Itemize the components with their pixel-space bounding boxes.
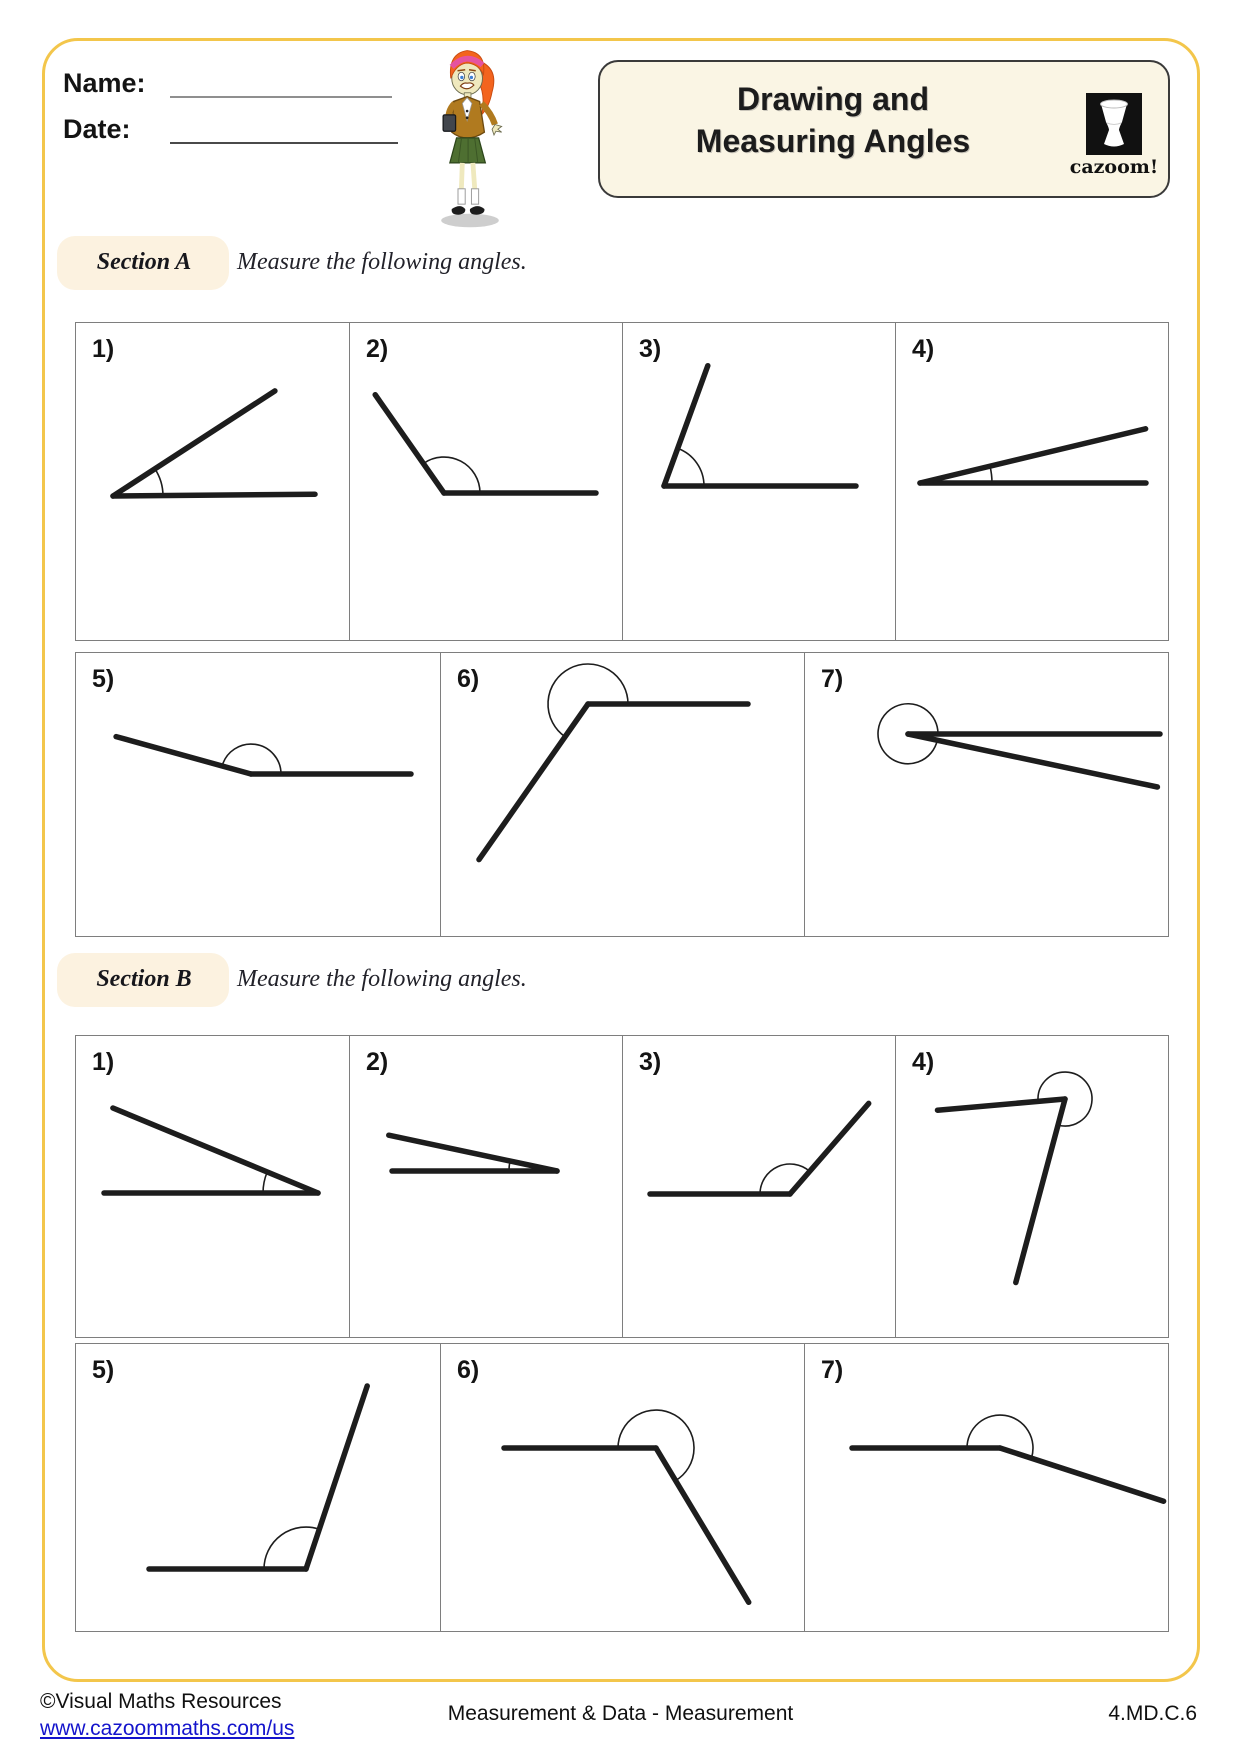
angle-ray xyxy=(1000,1448,1164,1501)
angle-diagram xyxy=(805,1344,1169,1631)
name-label: Name: xyxy=(63,68,146,98)
angle-problem-cell xyxy=(76,1036,349,1337)
angle-diagram xyxy=(896,1036,1169,1337)
angle-diagram xyxy=(623,1036,896,1337)
problem-number-label: 6) xyxy=(457,1356,480,1384)
girl-pupil xyxy=(470,76,473,79)
girl-pupil xyxy=(460,76,463,79)
problem-number-label: 7) xyxy=(821,665,844,693)
girl-sock xyxy=(458,189,465,204)
angle-arc xyxy=(155,469,163,496)
problem-number-label: 5) xyxy=(92,1356,115,1384)
angle-ray xyxy=(1016,1099,1065,1283)
angle-diagram xyxy=(350,323,623,640)
angle-ray xyxy=(908,734,1157,787)
angle-arc xyxy=(548,664,628,737)
angle-arc xyxy=(678,448,704,486)
problem-number-label: 6) xyxy=(457,665,480,693)
cazoom-logo-text: cazoom! xyxy=(1069,156,1159,178)
angle-diagram xyxy=(76,653,440,936)
angle-problem-cell xyxy=(349,323,622,640)
girl-illustration xyxy=(422,40,518,232)
problem-number-label: 5) xyxy=(92,665,115,693)
angle-ray xyxy=(479,704,588,860)
footer-website-link[interactable]: www.cazoommaths.com/us xyxy=(40,1717,295,1740)
angle-grid-row xyxy=(75,1035,1169,1338)
angle-grid-row xyxy=(75,652,1169,937)
footer-copyright: ©Visual Maths Resources xyxy=(40,1690,282,1713)
book xyxy=(443,115,455,131)
angle-problem-cell xyxy=(76,653,440,936)
title-line-1: Drawing and xyxy=(736,81,929,117)
footer-standard-code: 4.MD.C.6 xyxy=(1108,1702,1197,1725)
jacket-button xyxy=(466,116,469,119)
angle-diagram xyxy=(76,1344,440,1631)
problem-number-label: 2) xyxy=(366,335,389,363)
section-b-instruction: Measure the following angles. xyxy=(237,966,527,992)
angle-problem-cell xyxy=(76,323,349,640)
angle-ray xyxy=(375,395,444,493)
problem-number-label: 2) xyxy=(366,1048,389,1076)
angle-problem-cell xyxy=(440,653,804,936)
girl-legs xyxy=(461,163,474,190)
footer-topic: Measurement & Data - Measurement xyxy=(447,1702,794,1725)
date-write-line[interactable] xyxy=(170,142,398,144)
angle-ray xyxy=(113,1108,318,1193)
angle-grid-row xyxy=(75,1343,1169,1632)
section-a-label: Section A xyxy=(96,249,192,275)
angle-diagram xyxy=(350,1036,623,1337)
problem-number-label: 1) xyxy=(92,335,115,363)
problem-number-label: 1) xyxy=(92,1048,115,1076)
drum-rim xyxy=(1101,100,1128,108)
angle-diagram xyxy=(805,653,1169,936)
section-a-instruction: Measure the following angles. xyxy=(237,249,527,275)
date-label: Date: xyxy=(63,114,131,144)
name-write-line[interactable] xyxy=(170,96,392,98)
girl-shadow xyxy=(441,214,499,227)
problem-number-label: 3) xyxy=(639,335,662,363)
angle-grid-row xyxy=(75,322,1169,641)
angle-ray xyxy=(306,1386,367,1569)
section-b-label: Section B xyxy=(96,966,192,992)
angle-diagram xyxy=(623,323,896,640)
angle-problem-cell xyxy=(804,1344,1168,1631)
problem-number-label: 7) xyxy=(821,1356,844,1384)
angle-ray xyxy=(920,429,1146,483)
angle-problem-cell xyxy=(804,653,1168,936)
angle-ray xyxy=(656,1448,749,1602)
angle-problem-cell xyxy=(76,1344,440,1631)
angle-diagram xyxy=(896,323,1169,640)
angle-diagram xyxy=(76,1036,349,1337)
angle-ray xyxy=(938,1099,1066,1110)
angle-ray xyxy=(113,391,275,496)
angle-ray xyxy=(116,737,251,774)
angle-problem-cell xyxy=(349,1036,622,1337)
angle-diagram xyxy=(76,323,349,640)
angle-problem-cell xyxy=(895,323,1168,640)
girl-sock xyxy=(471,189,478,204)
girl-right-arm xyxy=(482,103,495,124)
angle-ray xyxy=(664,366,708,486)
girl-skirt xyxy=(450,138,486,163)
girl-shoe xyxy=(452,206,466,215)
angle-problem-cell xyxy=(622,1036,895,1337)
problem-number-label: 4) xyxy=(912,1048,935,1076)
angle-ray xyxy=(790,1103,869,1194)
problem-number-label: 4) xyxy=(912,335,935,363)
angle-arc xyxy=(967,1415,1033,1458)
jacket-button xyxy=(466,110,469,113)
angle-diagram xyxy=(441,653,805,936)
angle-arc xyxy=(263,1172,267,1193)
angle-diagram xyxy=(441,1344,805,1631)
cazoom-logo-icon xyxy=(1086,93,1142,155)
angle-ray xyxy=(113,494,315,496)
girl-hand xyxy=(492,124,502,135)
title-line-2: Measuring Angles xyxy=(695,123,971,159)
angle-ray xyxy=(389,1135,557,1171)
worksheet-title xyxy=(598,78,1068,162)
angle-problem-cell xyxy=(622,323,895,640)
angle-problem-cell xyxy=(440,1344,804,1631)
problem-number-label: 3) xyxy=(639,1048,662,1076)
girl-shoe xyxy=(470,206,485,215)
angle-problem-cell xyxy=(895,1036,1168,1337)
